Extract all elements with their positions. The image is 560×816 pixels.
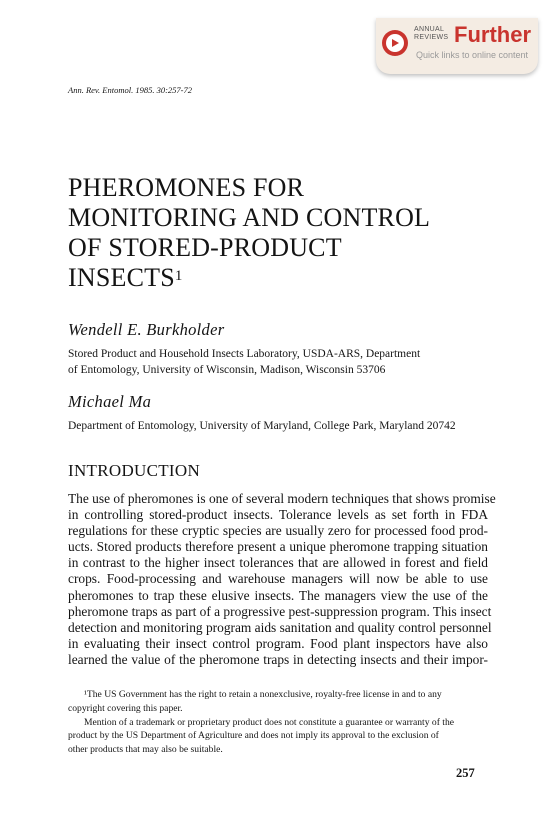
- annual-reviews-logo-icon: [382, 30, 408, 56]
- badge-brand-line2: REVIEWS: [414, 34, 449, 41]
- badge-tagline: Quick links to online content: [416, 50, 529, 60]
- further-links-badge[interactable]: [376, 18, 538, 74]
- body-line: The use of pheromones is one of several modern techniques that shows promise: [68, 491, 496, 506]
- footnotes: [68, 688, 488, 757]
- author-affiliation: [68, 346, 420, 378]
- badge-brand-line1: ANNUAL: [414, 26, 445, 33]
- affiliation-line: of Entomology, University of Wisconsin, Madison, Wisconsin 53706: [68, 364, 386, 376]
- title-line-3: OF STORED-PRODUCT: [68, 233, 342, 262]
- footnote-line: ¹The US Government has the right to retain a nonexclusive, royalty-free license in and to any: [84, 689, 442, 700]
- affiliation-line: Department of Entomology, University of Maryland, College Park, Maryland 20742: [68, 420, 456, 432]
- author-name: Michael Ma: [68, 392, 152, 411]
- journal-citation: Ann. Rev. Entomol. 1985. 30:257-72: [68, 85, 193, 95]
- body-line: ucts. Stored products therefore present a unique pheromone trapping situation: [68, 539, 488, 555]
- badge-brand: [414, 26, 452, 42]
- body-line: learned the value of the pheromone traps in detecting insects and their impor-: [68, 651, 488, 667]
- body-line: in contrast to the higher insect tolerances that are allowed in forest and field: [68, 555, 488, 571]
- page-number: 257: [456, 766, 475, 780]
- body-line: crops. Food-processing and warehouse managers will now be able to use: [68, 571, 488, 587]
- body-line: regulations for these cryptic species are usually zero for processed food prod-: [68, 523, 488, 539]
- author-name: Wendell E. Burkholder: [68, 320, 225, 339]
- footnote-line: copyright covering this paper.: [68, 702, 183, 714]
- footnote-line: Mention of a trademark or proprietary product does not constitute a guarantee or warranty of the: [84, 716, 455, 728]
- affiliation-line: Stored Product and Household Insects Laboratory, USDA-ARS, Department: [68, 348, 421, 360]
- title-footnote-mark: 1: [174, 268, 183, 284]
- body-line: detection and monitoring program aids sanitation and quality control personnel: [68, 619, 492, 635]
- footnote-line: other products that may also be suitable.: [68, 744, 223, 756]
- body-line: pheromones to trap these elusive insects. The managers view the use of the: [68, 587, 488, 603]
- body-line: in evaluating their insect control program. Food plant inspectors have also: [68, 635, 488, 651]
- play-icon: [390, 38, 400, 48]
- footnote-line: product by the US Department of Agriculture and does not imply its approval to the exclusion of: [68, 730, 439, 742]
- body-line: in controlling stored-product insects. Tolerance levels as set forth in FDA: [68, 507, 488, 523]
- title-line-4: INSECTS: [68, 263, 175, 292]
- body-line: pheromone traps as part of a progressive pest-suppression program. This insect: [68, 603, 492, 619]
- body-text: [68, 491, 496, 668]
- section-heading: INTRODUCTION: [68, 461, 201, 480]
- title-line-2: MONITORING AND CONTROL: [68, 203, 431, 232]
- author-affiliation: [68, 418, 456, 434]
- badge-further-label: Further: [454, 22, 531, 47]
- article-title: [68, 173, 488, 293]
- title-line-1: PHEROMONES FOR: [68, 173, 305, 202]
